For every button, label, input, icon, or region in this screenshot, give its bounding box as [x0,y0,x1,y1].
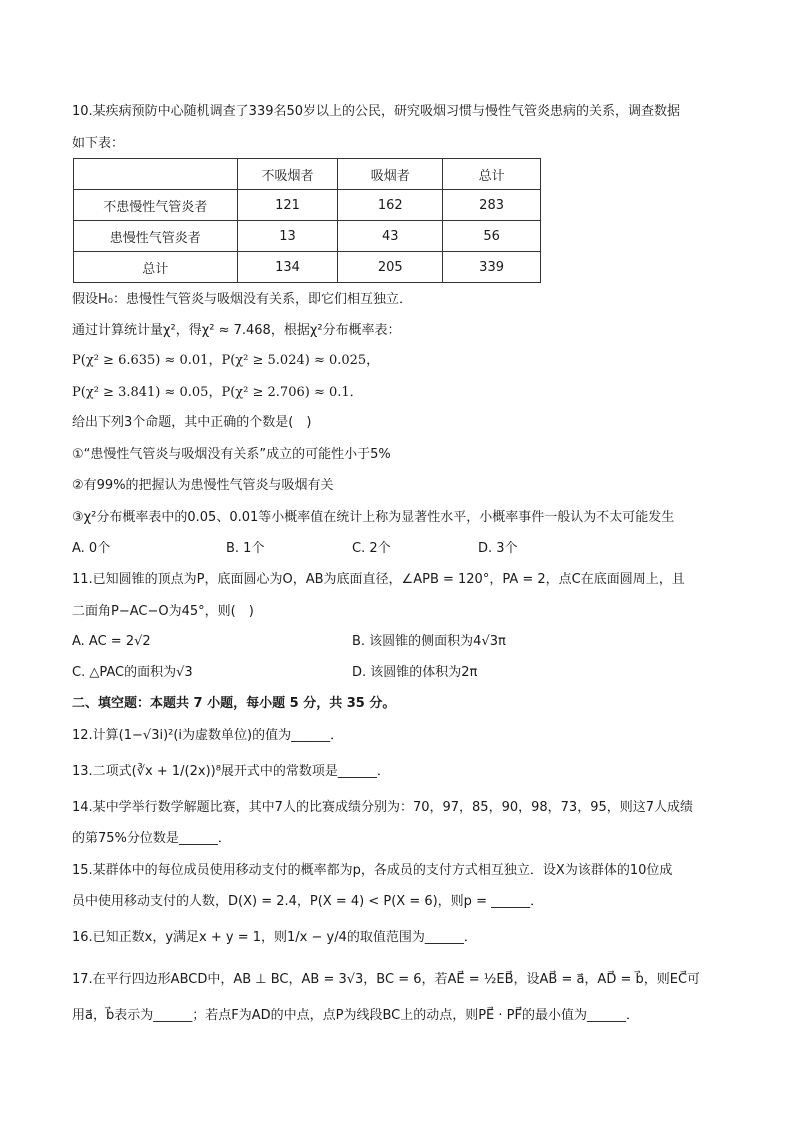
q10-option-a: A. 0个 [72,541,111,556]
q14-line-2: 的第75%分位数是______． [72,831,231,846]
table-cell: 121 [237,190,338,221]
table-header-cell: 总计 [443,159,541,190]
table-cell: 205 [338,252,443,283]
table-header-row [74,159,541,190]
smoking-bronchitis-table [73,158,541,283]
q15-line-2: 员中使用移动支付的人数，D(X) = 2.4，P(X = 4) < P(X = 6)，则p = ______． [72,894,544,909]
q10-question: 给出下列3个命题，其中正确的个数是( ) [72,415,312,430]
table-row [74,252,541,283]
table-header-cell: 不吸烟者 [237,159,338,190]
q11-line-2: 二面角P−AC−O为45°，则( ) [72,604,254,619]
q10-option-b: B. 1个 [226,541,265,556]
table-cell: 43 [338,221,443,252]
q15-line-1: 15.某群体中的每位成员使用移动支付的概率都为p，各成员的支付方式相互独立．设X为该群体的10位成 [72,863,673,878]
q10-intro-line-1: 10.某疾病预防中心随机调查了339名50岁以上的公民，研究吸烟习惯与慢性气管炎患病的关系，调查数据 [72,104,681,119]
q10-proposition-1: ①“患慢性气管炎与吸烟没有关系”成立的可能性小于5% [72,447,391,462]
q10-stat-line: 通过计算统计量χ²，得χ² ≈ 7.468，根据χ²分布概率表： [72,323,401,338]
q12: 12.计算(1−√3i)²(i为虚数单位)的值为______． [72,728,344,743]
q10-option-d: D. 3个 [478,541,518,556]
table-header-cell [74,159,238,190]
q10-prob-line-1: P(χ² ≥ 6.635) ≈ 0.01，P(χ² ≥ 5.024) ≈ 0.025， [72,353,380,368]
table-header-cell: 吸烟者 [338,159,443,190]
table-cell: 283 [443,190,541,221]
q11-line-1: 11.已知圆锥的顶点为P，底面圆心为O，AB为底面直径，∠APB = 120°，PA = 2，点C在底面圆周上，且 [72,572,685,587]
q11-option-d: D. 该圆锥的体积为2π [352,665,478,680]
table-cell: 339 [443,252,541,283]
table-row [74,190,541,221]
table-cell: 162 [338,190,443,221]
section-heading-fill-in: 二、填空题：本题共 7 小题，每小题 5 分，共 35 分。 [72,696,396,711]
table-cell: 总计 [74,252,238,283]
q10-proposition-2: ②有99%的把握认为患慢性气管炎与吸烟有关 [72,478,334,493]
table-cell: 134 [237,252,338,283]
q11-option-b: B. 该圆锥的侧面积为4√3π [352,634,506,649]
q10-intro-line-2: 如下表： [72,136,125,151]
q17-line-1: 17.在平行四边形ABCD中，AB ⊥ BC，AB = 3√3，BC = 6，若AE⃗ = ½EB⃗，设AB⃗ = a⃗，AD⃗ = b⃗，则EC⃗可 [72,972,701,987]
q16: 16.已知正数x，y满足x + y = 1，则1/x − y/4的取值范围为______． [72,930,477,945]
q10-prob-line-2: P(χ² ≥ 3.841) ≈ 0.05，P(χ² ≥ 2.706) ≈ 0.1． [72,385,363,400]
q11-option-c: C. △PAC的面积为√3 [72,665,193,680]
table-cell: 56 [443,221,541,252]
q11-option-a: A. AC = 2√2 [72,634,151,649]
q10-proposition-3: ③χ²分布概率表中的0.05、0.01等小概率值在统计上称为显著性水平，小概率事件一般认为不太可能发生 [72,510,675,525]
q10-option-c: C. 2个 [352,541,391,556]
q14-line-1: 14.某中学举行数学解题比赛，其中7人的比赛成绩分别为：70，97，85，90，98，73，95，则这7人成绩 [72,800,694,815]
table-cell: 13 [237,221,338,252]
table-row [74,221,541,252]
q13: 13.二项式(∛x + 1/(2x))⁸展开式中的常数项是______． [72,764,390,779]
table-cell: 不患慢性气管炎者 [74,190,238,221]
q17-line-2: 用a⃗，b⃗表示为______；若点F为AD的中点，点P为线段BC上的动点，则PE⃗ · PF⃗的最小值为______． [72,1008,639,1023]
table-cell: 患慢性气管炎者 [74,221,238,252]
q10-hypothesis: 假设H₀：患慢性气管炎与吸烟没有关系，即它们相互独立． [72,292,412,307]
